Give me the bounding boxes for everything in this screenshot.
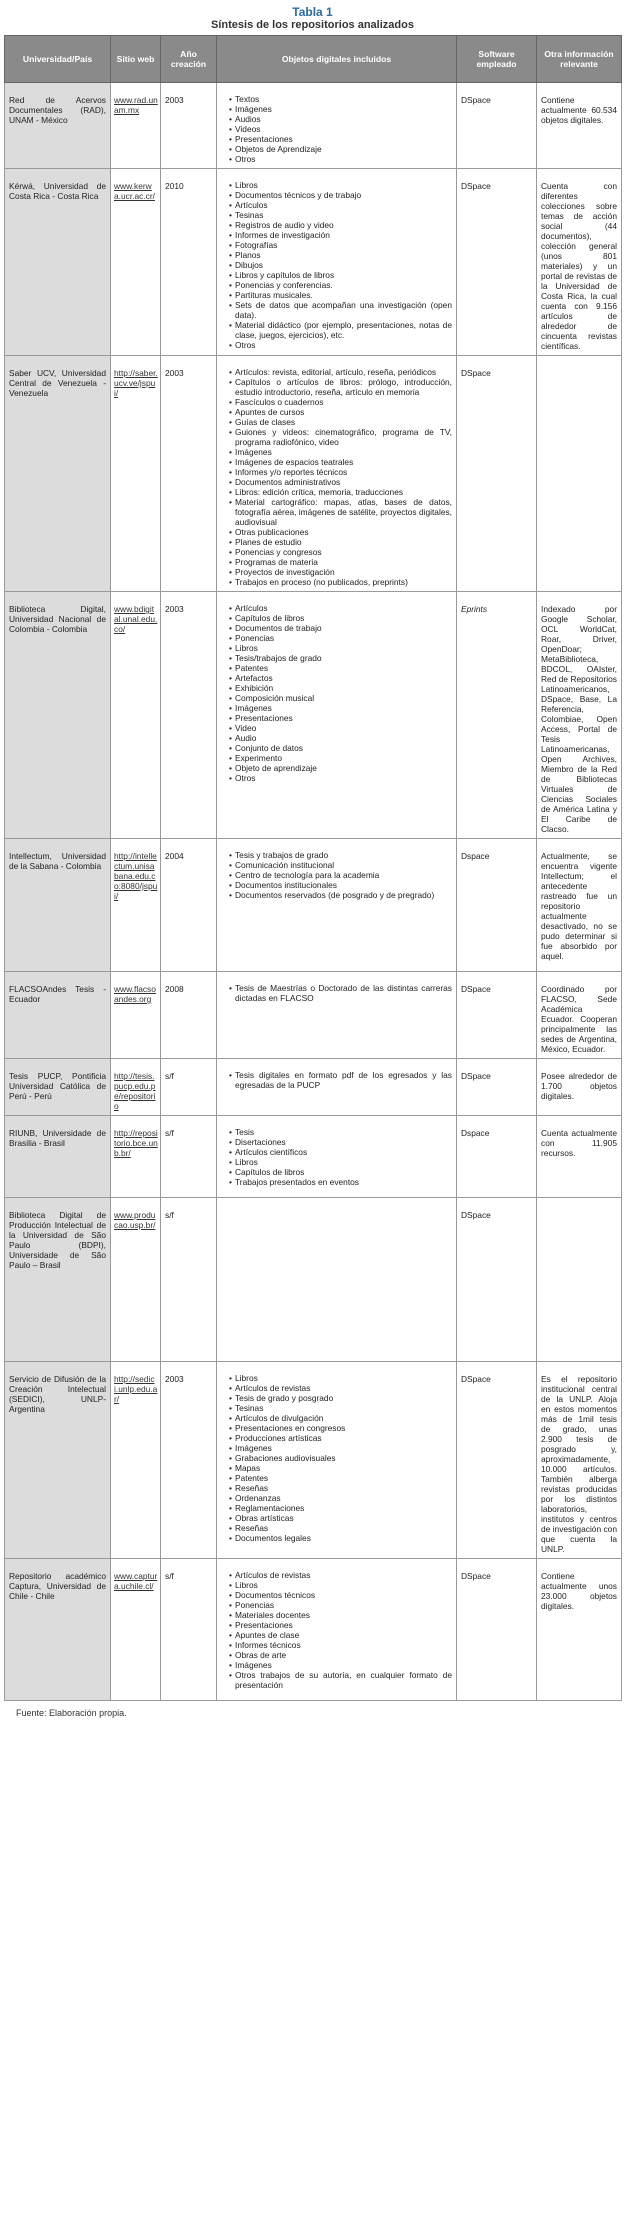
cell-website-link[interactable]: www.captura.uchile.cl/: [111, 1559, 161, 1701]
cell-website-link[interactable]: www.producao.usp.br/: [111, 1198, 161, 1362]
objects-list-item: • Sets de datos que acompañan una investigación (open data).: [229, 300, 452, 320]
cell-year: 2003: [161, 356, 217, 592]
cell-website-link[interactable]: http://sedici.unlp.edu.ar/: [111, 1362, 161, 1559]
header-software: Software empleado: [457, 36, 537, 83]
objects-list-item: • Otros trabajos de su autoría, en cualquier formato de presentación: [229, 1670, 452, 1690]
objects-list-item: • Documentos reservados (de posgrado y de pregrado): [229, 890, 452, 900]
cell-software: DSpace: [457, 1559, 537, 1701]
table-row: [5, 1198, 622, 1362]
objects-list: [221, 367, 452, 587]
objects-list-item: • Capítulos o artículos de libros: prólogo, introducción, estudio introductorio, reseña, artículo en memoria: [229, 377, 452, 397]
objects-list-item: • Comunicación institucional: [229, 860, 452, 870]
objects-list-item: • Objeto de aprendizaje: [229, 763, 452, 773]
table-row: [5, 1362, 622, 1559]
cell-university: Biblioteca Digital de Producción Intelectual de la Universidad de São Paulo (BDPI), Universidade de São Paulo – Brasil: [5, 1198, 111, 1362]
objects-list-item: • Imágenes: [229, 1660, 452, 1670]
objects-list-item: • Documentos legales: [229, 1533, 452, 1543]
cell-website-link[interactable]: http://saber.ucv.ve/jspui/: [111, 356, 161, 592]
table-subtitle: Síntesis de los repositorios analizados: [211, 19, 414, 31]
objects-list-item: • Video: [229, 723, 452, 733]
objects-list-item: • Imágenes: [229, 703, 452, 713]
objects-list-item: • Reglamentaciones: [229, 1503, 452, 1513]
cell-software: DSpace: [457, 83, 537, 169]
objects-list-item: • Obras artísticas: [229, 1513, 452, 1523]
objects-list-item: • Artículos: [229, 200, 452, 210]
header-university: Universidad/País: [5, 36, 111, 83]
objects-list-item: • Tesinas: [229, 210, 452, 220]
cell-objects: [217, 1116, 457, 1198]
cell-objects: [217, 356, 457, 592]
cell-info: Contiene actualmente unos 23.000 objetos digitales.: [537, 1559, 622, 1701]
cell-software: DSpace: [457, 1362, 537, 1559]
cell-objects: [217, 1362, 457, 1559]
objects-list-item: • Composición musical: [229, 693, 452, 703]
objects-list-item: • Artefactos: [229, 673, 452, 683]
objects-list-item: • Exhibición: [229, 683, 452, 693]
cell-university: Kérwá, Universidad de Costa Rica - Costa Rica: [5, 169, 111, 356]
cell-university: Biblioteca Digital, Universidad Nacional de Colombia - Colombia: [5, 592, 111, 839]
objects-list-item: • Documentos técnicos y de trabajo: [229, 190, 452, 200]
objects-list-item: • Artículos de revistas: [229, 1383, 452, 1393]
objects-list-item: • Artículos de revistas: [229, 1570, 452, 1580]
cell-software: DSpace: [457, 169, 537, 356]
cell-objects: [217, 1198, 457, 1362]
cell-year: s/f: [161, 1559, 217, 1701]
cell-objects: [217, 83, 457, 169]
repositories-table: [4, 35, 622, 1701]
objects-list-item: • Tesis/trabajos de grado: [229, 653, 452, 663]
cell-year: s/f: [161, 1116, 217, 1198]
cell-info: Contiene actualmente 60.534 objetos digitales.: [537, 83, 622, 169]
cell-website-link[interactable]: http://repositorio.bce.unb.br/: [111, 1116, 161, 1198]
objects-list-item: • Documentos administrativos: [229, 477, 452, 487]
objects-list-item: • Fascículos o cuadernos: [229, 397, 452, 407]
objects-list-item: • Libros y capítulos de libros: [229, 270, 452, 280]
cell-info: Indexado por Google Scholar, OCL WorldCat, Roar, Driver, OpenDoar; MetaBiblioteca, BDCOL, OAIster, Red de Repositorios Latinoamericanos, DSpace, Base, La Referencia, Colombiae, Open Access, Portal de Tesis Latinoamericanas, Open Archives, Miembro de la Red de Bibliotecas Virtuales de Ciencias Sociales de América Latina y El Caribe de Clacso.: [537, 592, 622, 839]
cell-objects: [217, 839, 457, 972]
cell-year: 2004: [161, 839, 217, 972]
cell-info: Cuenta actualmente con 11.905 recursos.: [537, 1116, 622, 1198]
cell-software: DSpace: [457, 1198, 537, 1362]
cell-software: Dspace: [457, 839, 537, 972]
objects-list-item: • Patentes: [229, 1473, 452, 1483]
objects-list-item: • Ordenanzas: [229, 1493, 452, 1503]
objects-list-item: • Libros: edición crítica, memoria, traducciones: [229, 487, 452, 497]
cell-university: FLACSOAndes Tesis - Ecuador: [5, 972, 111, 1059]
table-row: [5, 83, 622, 169]
cell-objects: [217, 592, 457, 839]
objects-list-item: • Presentaciones: [229, 1620, 452, 1630]
objects-list-item: • Audio: [229, 733, 452, 743]
objects-list: [221, 1373, 452, 1543]
objects-list-item: • Patentes: [229, 663, 452, 673]
cell-info: Es el repositorio institucional central de la UNLP. Aloja en estos momentos más de 1mil tesis de grado, unas 2.900 tesis de posgrado y, aproximadamente, 10.000 artículos. También alberga revistas producidas por los distintos laboratorios, institutos y centros de investigación con que cuenta la UNLP.: [537, 1362, 622, 1559]
objects-list-item: • Ponencias: [229, 1600, 452, 1610]
objects-list-item: • Videos: [229, 124, 452, 134]
objects-list-item: • Otras publicaciones: [229, 527, 452, 537]
objects-list-item: • Ponencias y congresos: [229, 547, 452, 557]
cell-software: Dspace: [457, 1116, 537, 1198]
objects-list-item: • Imágenes: [229, 104, 452, 114]
cell-website-link[interactable]: http://intellectum.unisabana.edu.co:8080/jspui/: [111, 839, 161, 972]
cell-year: 2010: [161, 169, 217, 356]
cell-software: DSpace: [457, 972, 537, 1059]
objects-list-item: • Ponencias: [229, 633, 452, 643]
objects-list-item: • Presentaciones en congresos: [229, 1423, 452, 1433]
cell-info: Cuenta con diferentes colecciones sobre temas de acción social (44 documentos), colección general (unos 801 materiales) y un portal de revistas de la Universidad de Costa Rica, la cual cuenta con 9.156 artículos de alrededor de cincuenta revistas científicas.: [537, 169, 622, 356]
header-year: Año creación: [161, 36, 217, 83]
objects-list-item: • Audios: [229, 114, 452, 124]
objects-list-item: • Planos: [229, 250, 452, 260]
objects-list: [221, 1070, 452, 1090]
objects-list: [221, 983, 452, 1003]
cell-university: Intellectum, Universidad de la Sabana - Colombia: [5, 839, 111, 972]
table-body: [5, 83, 622, 1701]
cell-objects: [217, 169, 457, 356]
objects-list-item: • Programas de materia: [229, 557, 452, 567]
header-info: Otra información relevante: [537, 36, 622, 83]
objects-list-item: • Guías de clases: [229, 417, 452, 427]
cell-university: Servicio de Difusión de la Creación Intelectual (SEDICI), UNLP- Argentina: [5, 1362, 111, 1559]
objects-list-item: • Guiones y videos: cinematográfico, programa de TV, programa radiofónico, video: [229, 427, 452, 447]
cell-university: Saber UCV, Universidad Central de Venezuela - Venezuela: [5, 356, 111, 592]
objects-list: [221, 1127, 452, 1187]
cell-year: 2003: [161, 83, 217, 169]
cell-info: Coordinado por FLACSO, Sede Académica Ecuador. Cooperan principalmente las sedes de Argentina, México, Ecuador.: [537, 972, 622, 1059]
cell-website-link[interactable]: www.rad.unam.mx: [111, 83, 161, 169]
objects-list: [221, 603, 452, 783]
table-row: [5, 1559, 622, 1701]
objects-list-item: • Libros: [229, 643, 452, 653]
objects-list-item: • Objetos de Aprendizaje: [229, 144, 452, 154]
objects-list-item: • Planes de estudio: [229, 537, 452, 547]
cell-info: [537, 1198, 622, 1362]
objects-list-item: • Reseñas: [229, 1483, 452, 1493]
objects-list-item: • Material didáctico (por ejemplo, presentaciones, notas de clase, juegos, ejercicios), etc.: [229, 320, 452, 340]
objects-list-item: • Trabajos en proceso (no publicados, preprints): [229, 577, 452, 587]
software-name: Eprints: [461, 604, 488, 614]
objects-list-item: • Libros: [229, 1373, 452, 1383]
cell-year: 2003: [161, 1362, 217, 1559]
objects-list: [221, 180, 452, 350]
cell-year: 2008: [161, 972, 217, 1059]
table-row: [5, 1116, 622, 1198]
objects-list-item: • Tesis de grado y posgrado: [229, 1393, 452, 1403]
cell-year: 2003: [161, 592, 217, 839]
objects-list-item: • Obras de arte: [229, 1650, 452, 1660]
objects-list-item: • Conjunto de datos: [229, 743, 452, 753]
table-row: [5, 972, 622, 1059]
objects-list-item: • Centro de tecnología para la academia: [229, 870, 452, 880]
objects-list-item: • Artículos: [229, 603, 452, 613]
objects-list: [221, 850, 452, 900]
objects-list-item: • Fotografías: [229, 240, 452, 250]
objects-list-item: • Ponencias y conferencias.: [229, 280, 452, 290]
objects-list-item: • Informes de investigación: [229, 230, 452, 240]
cell-objects: [217, 1559, 457, 1701]
objects-list-item: • Grabaciones audiovisuales: [229, 1453, 452, 1463]
objects-list-item: • Partituras musicales.: [229, 290, 452, 300]
cell-website-link[interactable]: http://tesis.pucp.edu.pe/repositorio: [111, 1059, 161, 1116]
objects-list-item: • Imágenes de espacios teatrales: [229, 457, 452, 467]
cell-website-link[interactable]: www.bdigital.unal.edu.co/: [111, 592, 161, 839]
objects-list-item: • Artículos científicos: [229, 1147, 452, 1157]
objects-list: [221, 94, 452, 164]
objects-list-item: • Documentos técnicos: [229, 1590, 452, 1600]
source-text: Elaboración propia.: [49, 1708, 127, 1718]
objects-list-item: • Tesis digitales en formato pdf de los egresados y las egresadas de la PUCP: [229, 1070, 452, 1090]
table-title: Tabla 1: [292, 5, 333, 19]
cell-website-link[interactable]: www.kerwa.ucr.ac.cr/: [111, 169, 161, 356]
table-row: [5, 839, 622, 972]
source-note: [16, 1708, 625, 1718]
objects-list-item: • Producciones artísticas: [229, 1433, 452, 1443]
cell-software: [457, 592, 537, 839]
objects-list-item: • Libros: [229, 1580, 452, 1590]
objects-list-item: • Libros: [229, 1157, 452, 1167]
objects-list-item: • Documentos institucionales: [229, 880, 452, 890]
objects-list-item: • Informes técnicos: [229, 1640, 452, 1650]
table-header-row: [5, 36, 622, 83]
objects-list-item: • Otros: [229, 154, 452, 164]
objects-list-item: • Artículos de divulgación: [229, 1413, 452, 1423]
header-website: Sitio web: [111, 36, 161, 83]
cell-university: Red de Acervos Documentales (RAD), UNAM - México: [5, 83, 111, 169]
objects-list-item: • Reseñas: [229, 1523, 452, 1533]
objects-list-item: • Informes y/o reportes técnicos: [229, 467, 452, 477]
objects-list-item: • Otros: [229, 773, 452, 783]
objects-list-item: • Capítulos de libros: [229, 1167, 452, 1177]
objects-list-item: • Mapas: [229, 1463, 452, 1473]
cell-university: Repositorio académico Captura, Universidad de Chile - Chile: [5, 1559, 111, 1701]
objects-list-item: • Tesinas: [229, 1403, 452, 1413]
objects-list-item: • Capítulos de libros: [229, 613, 452, 623]
table-row: [5, 356, 622, 592]
objects-list: [221, 1570, 452, 1690]
cell-university: Tesis PUCP, Pontificia Universidad Católica de Perú - Perú: [5, 1059, 111, 1116]
objects-list-item: • Trabajos presentados en eventos: [229, 1177, 452, 1187]
cell-software: DSpace: [457, 1059, 537, 1116]
objects-list-item: • Materiales docentes: [229, 1610, 452, 1620]
cell-year: s/f: [161, 1059, 217, 1116]
objects-list-item: • Presentaciones: [229, 134, 452, 144]
objects-list-item: • Tesis de Maestrías o Doctorado de las distintas carreras dictadas en FLACSO: [229, 983, 452, 1003]
objects-list-item: • Dibujos: [229, 260, 452, 270]
table-row: [5, 169, 622, 356]
cell-objects: [217, 1059, 457, 1116]
table-row: [5, 592, 622, 839]
objects-list-item: • Tesis: [229, 1127, 452, 1137]
cell-software: DSpace: [457, 356, 537, 592]
objects-list-item: • Tesis y trabajos de grado: [229, 850, 452, 860]
cell-university: RIUNB, Universidade de Brasilia - Brasil: [5, 1116, 111, 1198]
source-label: Fuente:: [16, 1708, 47, 1718]
objects-list-item: • Otros: [229, 340, 452, 350]
cell-website-link[interactable]: www.flacsoandes.org: [111, 972, 161, 1059]
objects-list-item: • Material cartográfico: mapas, atlas, bases de datos, fotografía aérea, imágenes de satélite, proyectos digitales, audiovisual: [229, 497, 452, 527]
objects-list-item: • Presentaciones: [229, 713, 452, 723]
objects-list-item: • Proyectos de investigación: [229, 567, 452, 577]
header-objects: Objetos digitales incluidos: [217, 36, 457, 83]
table-row: [5, 1059, 622, 1116]
objects-list-item: • Disertaciones: [229, 1137, 452, 1147]
objects-list-item: • Apuntes de clase: [229, 1630, 452, 1640]
cell-info: [537, 356, 622, 592]
objects-list-item: • Libros: [229, 180, 452, 190]
objects-list-item: • Artículos: revista, editorial, artículo, reseña, periódicos: [229, 367, 452, 377]
cell-objects: [217, 972, 457, 1059]
objects-list-item: • Textos: [229, 94, 452, 104]
objects-list-item: • Imágenes: [229, 1443, 452, 1453]
objects-list-item: • Registros de audio y video: [229, 220, 452, 230]
cell-info: Posee alrededor de 1.700 objetos digitales.: [537, 1059, 622, 1116]
objects-list-item: • Apuntes de cursos: [229, 407, 452, 417]
objects-list-item: • Imágenes: [229, 447, 452, 457]
cell-year: s/f: [161, 1198, 217, 1362]
cell-info: Actualmente, se encuentra vigente Intellectum; el antecedente rastreado fue un repositorio actualmente desactivado, no se pudo determinar si fue absorbido por aquel.: [537, 839, 622, 972]
objects-list-item: • Documentos de trabajo: [229, 623, 452, 633]
objects-list-item: • Experimento: [229, 753, 452, 763]
